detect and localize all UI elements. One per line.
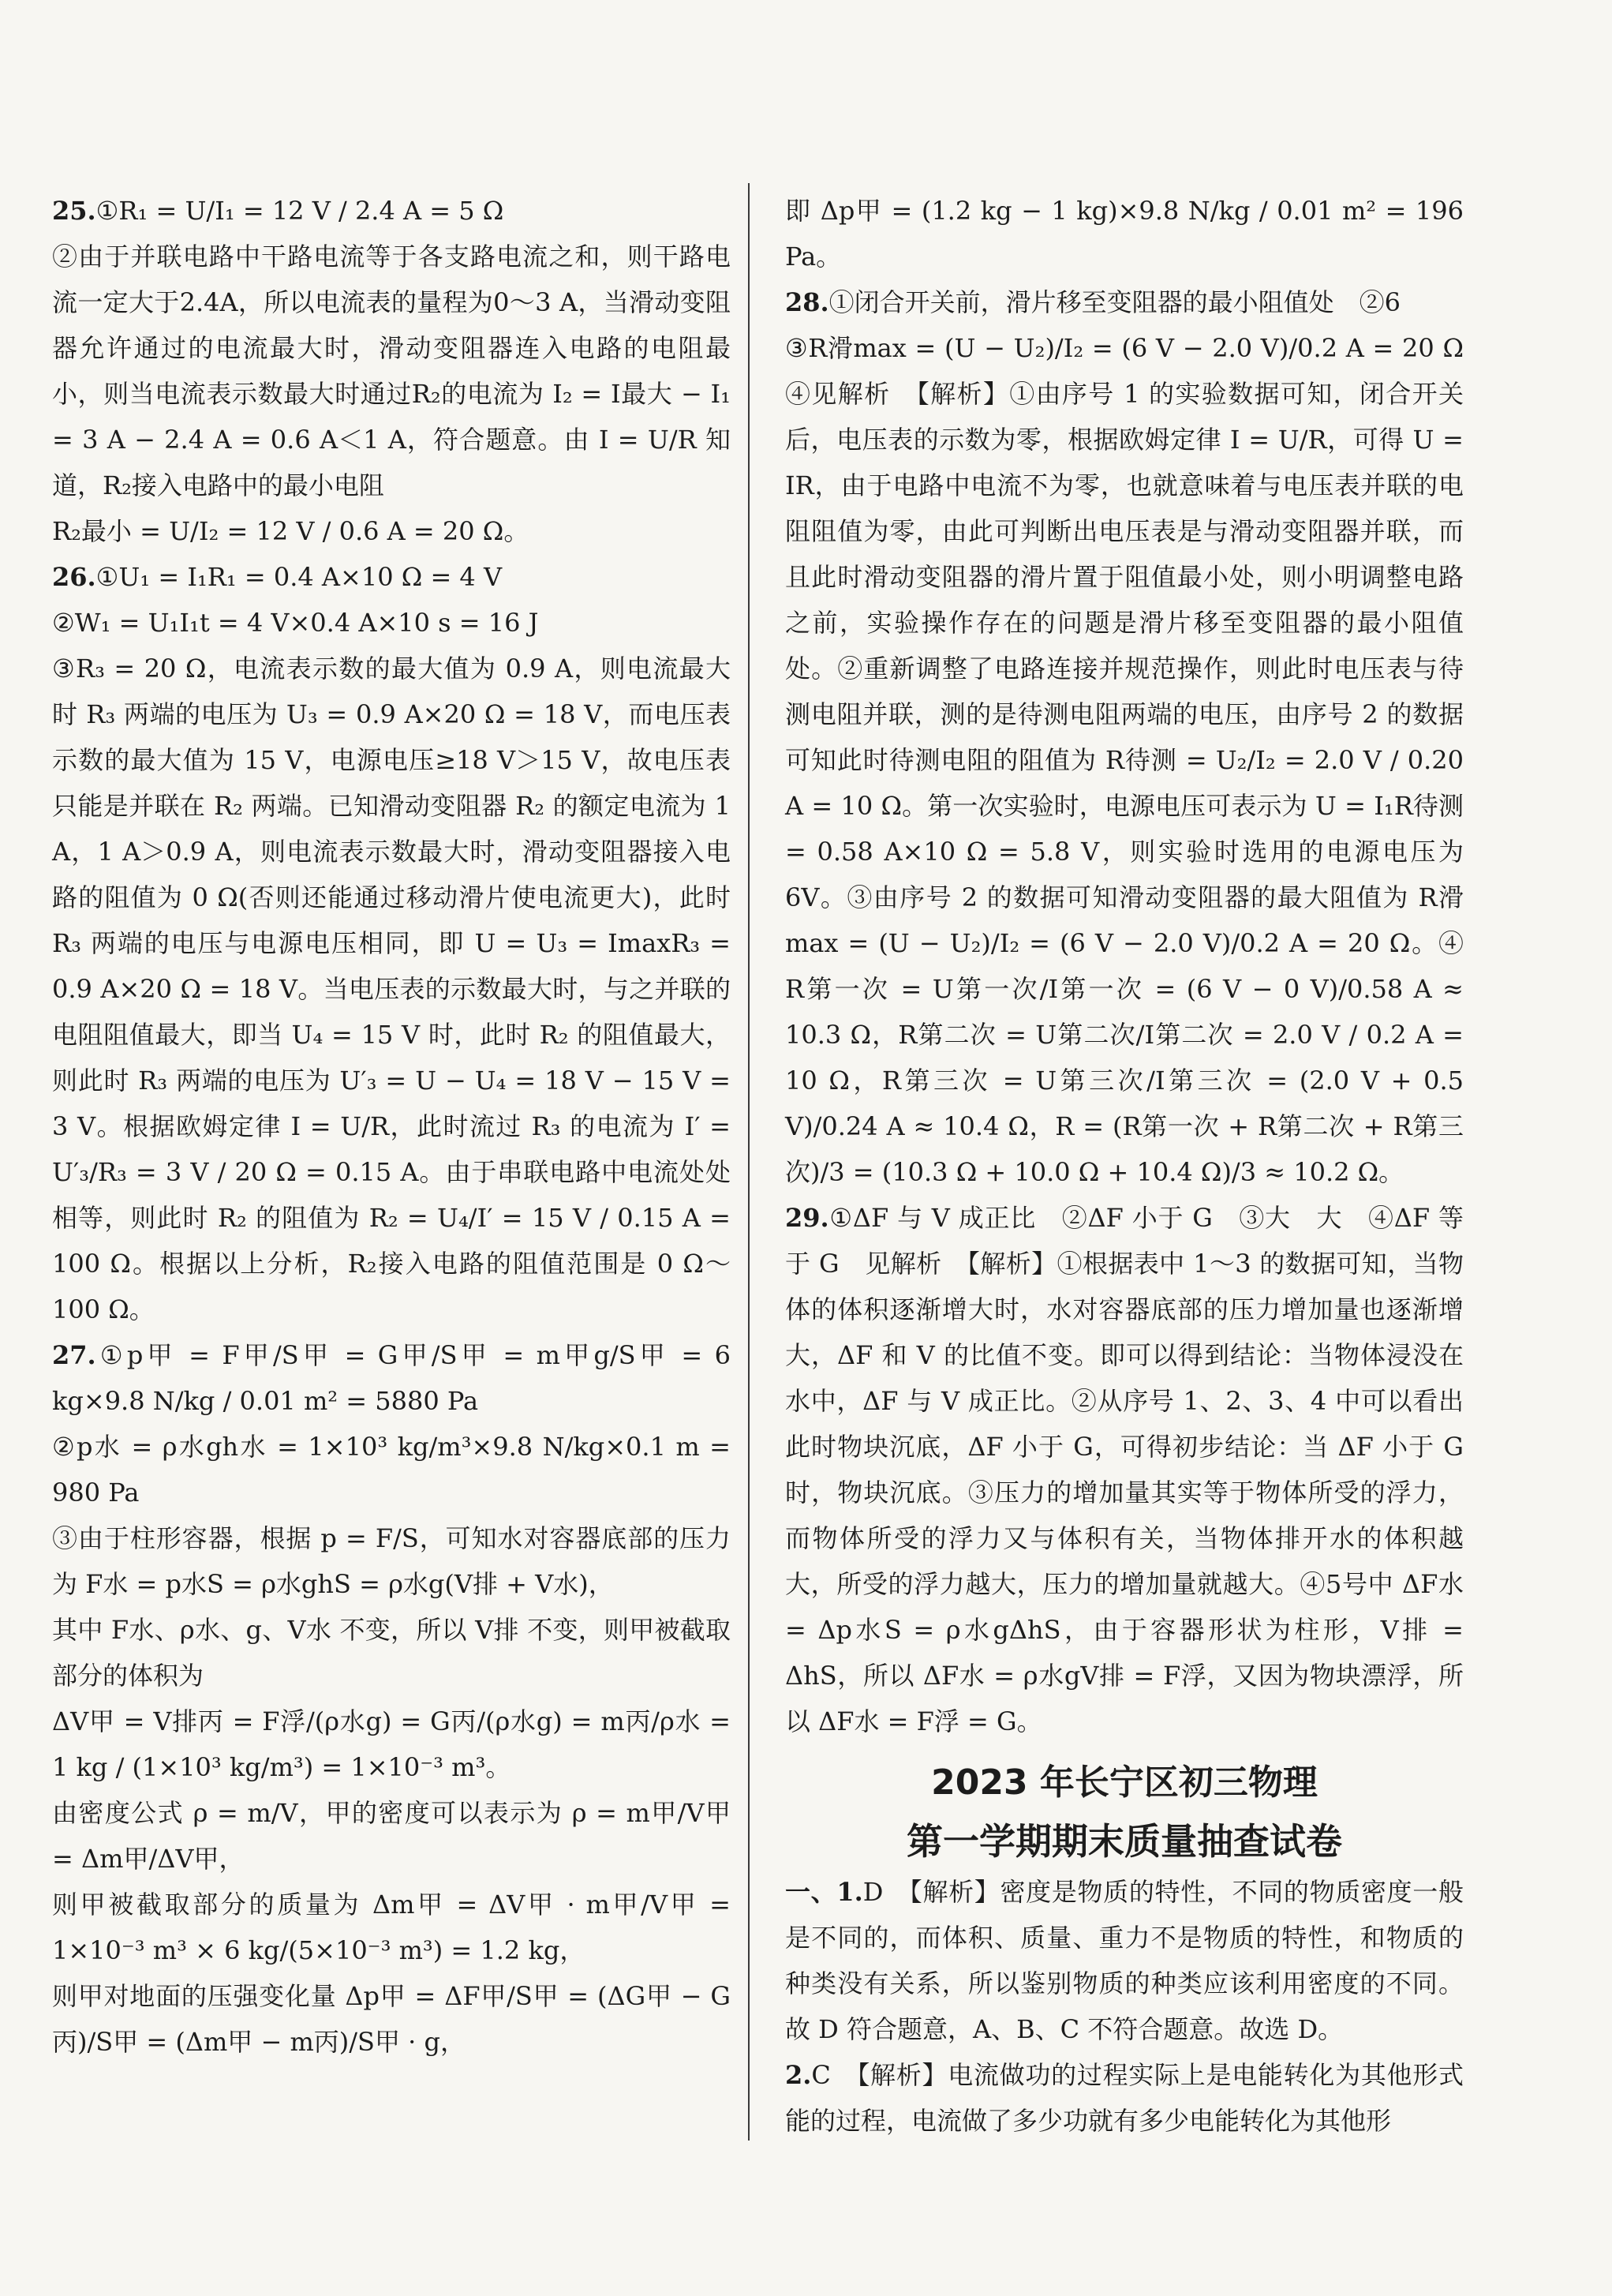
- left-column: [52, 188, 731, 2065]
- column-divider: [748, 183, 750, 2141]
- q27-mass: 则甲被截取部分的质量为 Δm甲 = ΔV甲 · m甲/V甲 = 1×10⁻³ m³ × 6 kg/(5×10⁻³ m³) = 1.2 kg，: [52, 1890, 731, 1965]
- q28-line1: 28.①闭合开关前，滑片移至变阻器的最小阻值处 ②6: [785, 287, 1401, 317]
- right-column: [785, 188, 1490, 2144]
- q27-final: 即 Δp甲 = (1.2 kg − 1 kg)×9.8 N/kg / 0.01 m² = 196 Pa。: [785, 196, 1464, 272]
- question-number: 一、1.: [785, 1877, 863, 1907]
- q27-part2: ②p水 = ρ水gh水 = 1×10³ kg/m³×9.8 N/kg×0.1 m = 980 Pa: [52, 1432, 731, 1508]
- q25-part2: ②由于并联电路中干路电流等于各支路电流之和，则干路电流一定大于2.4A，所以电流表的量程为0～3 A，当滑动变阻器允许通过的电流最大时，滑动变阻器连入电路的电阻最小，则当电流表示数最大时通过R₂的电流为 I₂ = I最大 − I₁ = 3 A − 2.4 A = 0.6 A＜1 A，符合题意。由 I = U/R 知道，R₂接入电路中的最小电阻: [52, 242, 731, 500]
- q29: 29.①ΔF 与 V 成正比 ②ΔF 小于 G ③大 大 ④ΔF 等于 G 见解析 【解析】①根据表中 1～3 的数据可知，当物体的体积逐渐增大时，水对容器底部的压力增加量也逐渐增大，ΔF 和 V 的比值不变。即可以得到结论：当物体浸没在水中，ΔF 与 V 成正比。②从序号 1、2、3、4 中可以看出此时物块沉底，ΔF 小于 G，可得初步结论：当 ΔF 小于 G 时，物块沉底。③压力的增加量其实等于物体所受的浮力，而物体所受的浮力又与体积有关，当物体排开水的体积越大，所受的浮力越大，压力的增加量就越大。④5号中 ΔF水 = Δp水S = ρ水gΔhS，由于容器形状为柱形，V排 = ΔhS，所以 ΔF水 = ρ水gV排 = F浮，又因为物块漂浮，所以 ΔF水 = F浮 = G。: [785, 1203, 1464, 1736]
- question-number: 28.: [785, 287, 829, 317]
- q27-pressure: 则甲对地面的压强变化量 Δp甲 = ΔF甲/S甲 = (ΔG甲 − G丙)/S甲 = (Δm甲 − m丙)/S甲 · g，: [52, 1981, 731, 2057]
- question-number: 27.: [52, 1340, 96, 1370]
- answer-1: 一、1.D 【解析】密度是物质的特性，不同的物质密度一般是不同的，而体积、质量、重力不是物质的特性，和物质的种类没有关系，所以鉴别物质的种类应该利用密度的不同。故 D 符合题意，A、B、C 不符合题意。故选 D。: [785, 1877, 1464, 2044]
- q27-line1: 27.①p甲 = F甲/S甲 = G甲/S甲 = m甲g/S甲 = 6 kg×9.8 N/kg / 0.01 m² = 5880 Pa: [52, 1340, 731, 1416]
- q27-volume: ΔV甲 = V排丙 = F浮/(ρ水g) = G丙/(ρ水g) = m丙/ρ水 = 1 kg / (1×10³ kg/m³) = 1×10⁻³ m³。: [52, 1706, 731, 1782]
- answer-2: 2.C 【解析】电流做功的过程实际上是电能转化为其他形式能的过程，电流做了多少功就有多少电能转化为其他形: [785, 2060, 1464, 2136]
- q27-part3: ③由于柱形容器，根据 p = F/S，可知水对容器底部的压力为 F水 = p水S = ρ水ghS = ρ水g(V排 + V水)，: [52, 1523, 731, 1599]
- q26-line1: 26.①U₁ = I₁R₁ = 0.4 A×10 Ω = 4 V: [52, 562, 503, 592]
- q27-density: 由密度公式 ρ = m/V，甲的密度可以表示为 ρ = m甲/V甲 = Δm甲/ΔV甲，: [52, 1798, 731, 1874]
- q25-result: R₂最小 = U/I₂ = 12 V / 0.6 A = 20 Ω。: [52, 516, 529, 546]
- q28-analysis: ③R滑max = (U − U₂)/I₂ = (6 V − 2.0 V)/0.2 A = 20 Ω ④见解析 【解析】①由序号 1 的实验数据可知，闭合开关后，电压表的示数为零，根据欧姆定律 I = U/R，可得 U = IR，由于电路中电流不为零，也就意味着与电压表并联的电阻阻值为零，由此可判断出电压表是与滑动变阻器并联，而且此时滑动变阻器的滑片置于阻值最小处，则小明调整电路之前，实验操作存在的问题是滑片移至变阻器的最小阻值处。②重新调整了电路连接并规范操作，则此时电压表与待测电阻并联，测的是待测电阻两端的电压，由序号 2 的数据可知此时待测电阻的阻值为 R待测 = U₂/I₂ = 2.0 V / 0.20 A = 10 Ω。第一次实验时，电源电压可表示为 U = I₁R待测 = 0.58 A×10 Ω = 5.8 V，则实验时选用的电源电压为 6V。③由序号 2 的数据可知滑动变阻器的最大阻值为 R滑max = (U − U₂)/I₂ = (6 V − 2.0 V)/0.2 A = 20 Ω。④ R第一次 = U第一次/I第一次 = (6 V − 0 V)/0.58 A ≈ 10.3 Ω，R第二次 = U第二次/I第二次 = 2.0 V / 0.2 A = 10 Ω，R第三次 = U第三次/I第三次 = (2.0 V + 0.5 V)/0.24 A ≈ 10.4 Ω，R = (R第一次 + R第二次 + R第三次)/3 = (10.3 Ω + 10.0 Ω + 10.4 Ω)/3 ≈ 10.2 Ω。: [785, 333, 1490, 1187]
- q27-part3b: 其中 F水、ρ水、g、V水 不变，所以 V排 不变，则甲被截取部分的体积为: [52, 1615, 731, 1691]
- section-title-line2: 第一学期期末质量抽查试卷: [907, 1820, 1342, 1863]
- q26-part2: ②W₁ = U₁I₁t = 4 V×0.4 A×10 s = 16 J: [52, 608, 539, 638]
- q26-part3: ③R₃ = 20 Ω，电流表示数的最大值为 0.9 A，则电流最大时 R₃ 两端的电压为 U₃ = 0.9 A×20 Ω = 18 V，而电压表示数的最大值为 15 V，电源电压≥18 V＞15 V，故电压表只能是并联在 R₂ 两端。已知滑动变阻器 R₂ 的额定电流为 1 A，1 A＞0.9 A，则电流表示数最大时，滑动变阻器接入电路的阻值为 0 Ω(否则还能通过移动滑片使电流更大)，此时 R₃ 两端的电压与电源电压相同，即 U = U₃ = ImaxR₃ = 0.9 A×20 Ω = 18 V。当电压表的示数最大时，与之并联的电阻阻值最大，即当 U₄ = 15 V 时，此时 R₂ 的阻值最大，则此时 R₃ 两端的电压为 U′₃ = U − U₄ = 18 V − 15 V = 3 V。根据欧姆定律 I = U/R，此时流过 R₃ 的电流为 I′ = U′₃/R₃ = 3 V / 20 Ω = 0.15 A。由于串联电路中电流处处相等，则此时 R₂ 的阻值为 R₂ = U₄/I′ = 15 V / 0.15 A = 100 Ω。根据以上分析，R₂接入电路的阻值范围是 0 Ω～100 Ω。: [52, 654, 731, 1324]
- question-number: 26.: [52, 562, 96, 592]
- section-title-line1: 2023 年长宁区初三物理: [931, 1762, 1318, 1803]
- question-number: 29.: [785, 1203, 829, 1233]
- question-number: 2.: [785, 2060, 812, 2090]
- q25-line1: 25.①R₁ = U/I₁ = 12 V / 2.4 A = 5 Ω: [52, 196, 504, 226]
- question-number: 25.: [52, 196, 96, 226]
